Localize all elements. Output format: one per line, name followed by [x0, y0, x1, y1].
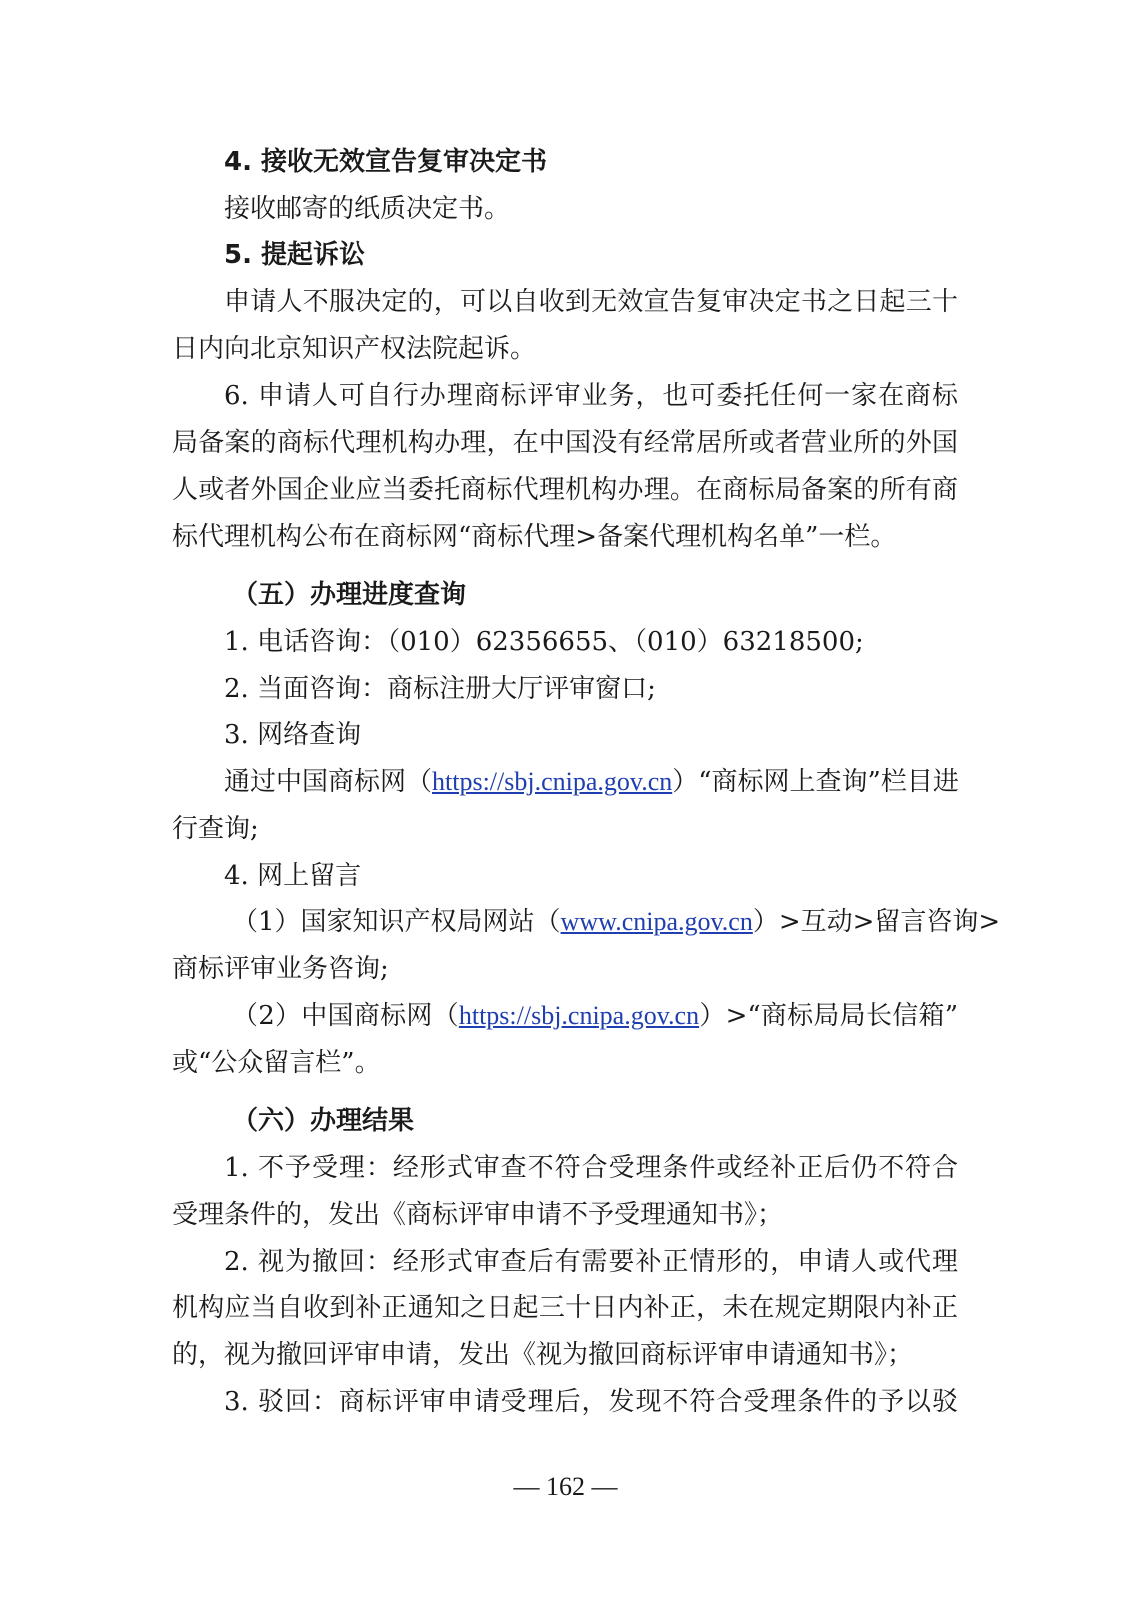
paragraph-result-withdrawn-line: 2. 视为撤回：经形式审查后有需要补正情形的，申请人或代理 [224, 1247, 958, 1277]
paragraph-online-query-cont: 行查询; [172, 814, 259, 844]
paragraph-result-rejected-line: 受理条件的，发出《商标评审申请不予受理通知书》； [172, 1200, 784, 1230]
paragraph-result-rejected-line: 1. 不予受理：经形式审查不符合受理条件或经补正后仍不符合 [224, 1153, 958, 1183]
trademark-website-link[interactable]: https://sbj.cnipa.gov.cn [432, 767, 673, 796]
message-cnipa-text-post: ）>互动>留言咨询> [752, 907, 1001, 937]
paragraph-agent-line: 6. 申请人可自行办理商标评审业务，也可委托任何一家在商标 [224, 381, 958, 411]
heading-receive-decision: 4. 接收无效宣告复审决定书 [224, 147, 548, 177]
paragraph-message-cnipa-cont: 商标评审业务咨询; [172, 954, 389, 984]
heading-lawsuit: 5. 提起诉讼 [224, 240, 366, 270]
paragraph-result-withdrawn-line: 机构应当自收到补正通知之日起三十日内补正，未在规定期限内补正 [172, 1293, 958, 1323]
paragraph-online-query [224, 765, 958, 799]
paragraph-lawsuit-line: 申请人不服决定的，可以自收到无效宣告复审决定书之日起三十 [224, 287, 958, 317]
item-phone-query: 1. 电话咨询：（010）62356655、（010）63218500; [224, 627, 864, 657]
message-trademark-text-post: ）>“商标局局长信箱” [699, 1001, 958, 1031]
message-cnipa-text-pre: （1）国家知识产权局网站（ [232, 907, 561, 937]
paragraph-lawsuit-line: 日内向北京知识产权法院起诉。 [172, 334, 537, 364]
trademark-website-link-2[interactable]: https://sbj.cnipa.gov.cn [458, 1001, 700, 1030]
paragraph-result-dismissed-line: 3. 驳回：商标评审申请受理后，发现不符合受理条件的予以驳 [224, 1387, 958, 1417]
paragraph-agent-line: 局备案的商标代理机构办理，在中国没有经常居所或者营业所的外国 [172, 428, 958, 458]
page-number: — 162 — [513, 1472, 618, 1501]
heading-results: （六）办理结果 [232, 1106, 415, 1136]
paragraph-agent-line: 标代理机构公布在商标网“商标代理>备案代理机构名单”一栏。 [172, 522, 897, 552]
online-query-text-post: ）“商标网上查询”栏目进 [672, 767, 959, 797]
paragraph-agent-line: 人或者外国企业应当委托商标代理机构办理。在商标局备案的所有商 [172, 475, 958, 505]
cnipa-website-link[interactable]: www.cnipa.gov.cn [560, 907, 753, 936]
paragraph-message-trademark [232, 999, 958, 1033]
paragraph-message-trademark-cont: 或“公众留言栏”。 [172, 1048, 381, 1078]
message-trademark-text-pre: （2）中国商标网（ [232, 1001, 459, 1031]
heading-progress-query: （五）办理进度查询 [232, 580, 467, 610]
paragraph-receive-decision: 接收邮寄的纸质决定书。 [224, 194, 511, 224]
paragraph-result-withdrawn-line: 的，视为撤回评审申请，发出《视为撤回商标评审申请通知书》； [172, 1340, 914, 1370]
item-online-query-heading: 3. 网络查询 [224, 720, 362, 750]
paragraph-message-cnipa [232, 905, 1001, 939]
item-in-person-query: 2. 当面咨询：商标注册大厅评审窗口; [224, 674, 656, 704]
item-online-message-heading: 4. 网上留言 [224, 861, 362, 891]
online-query-text-pre: 通过中国商标网（ [224, 767, 433, 797]
